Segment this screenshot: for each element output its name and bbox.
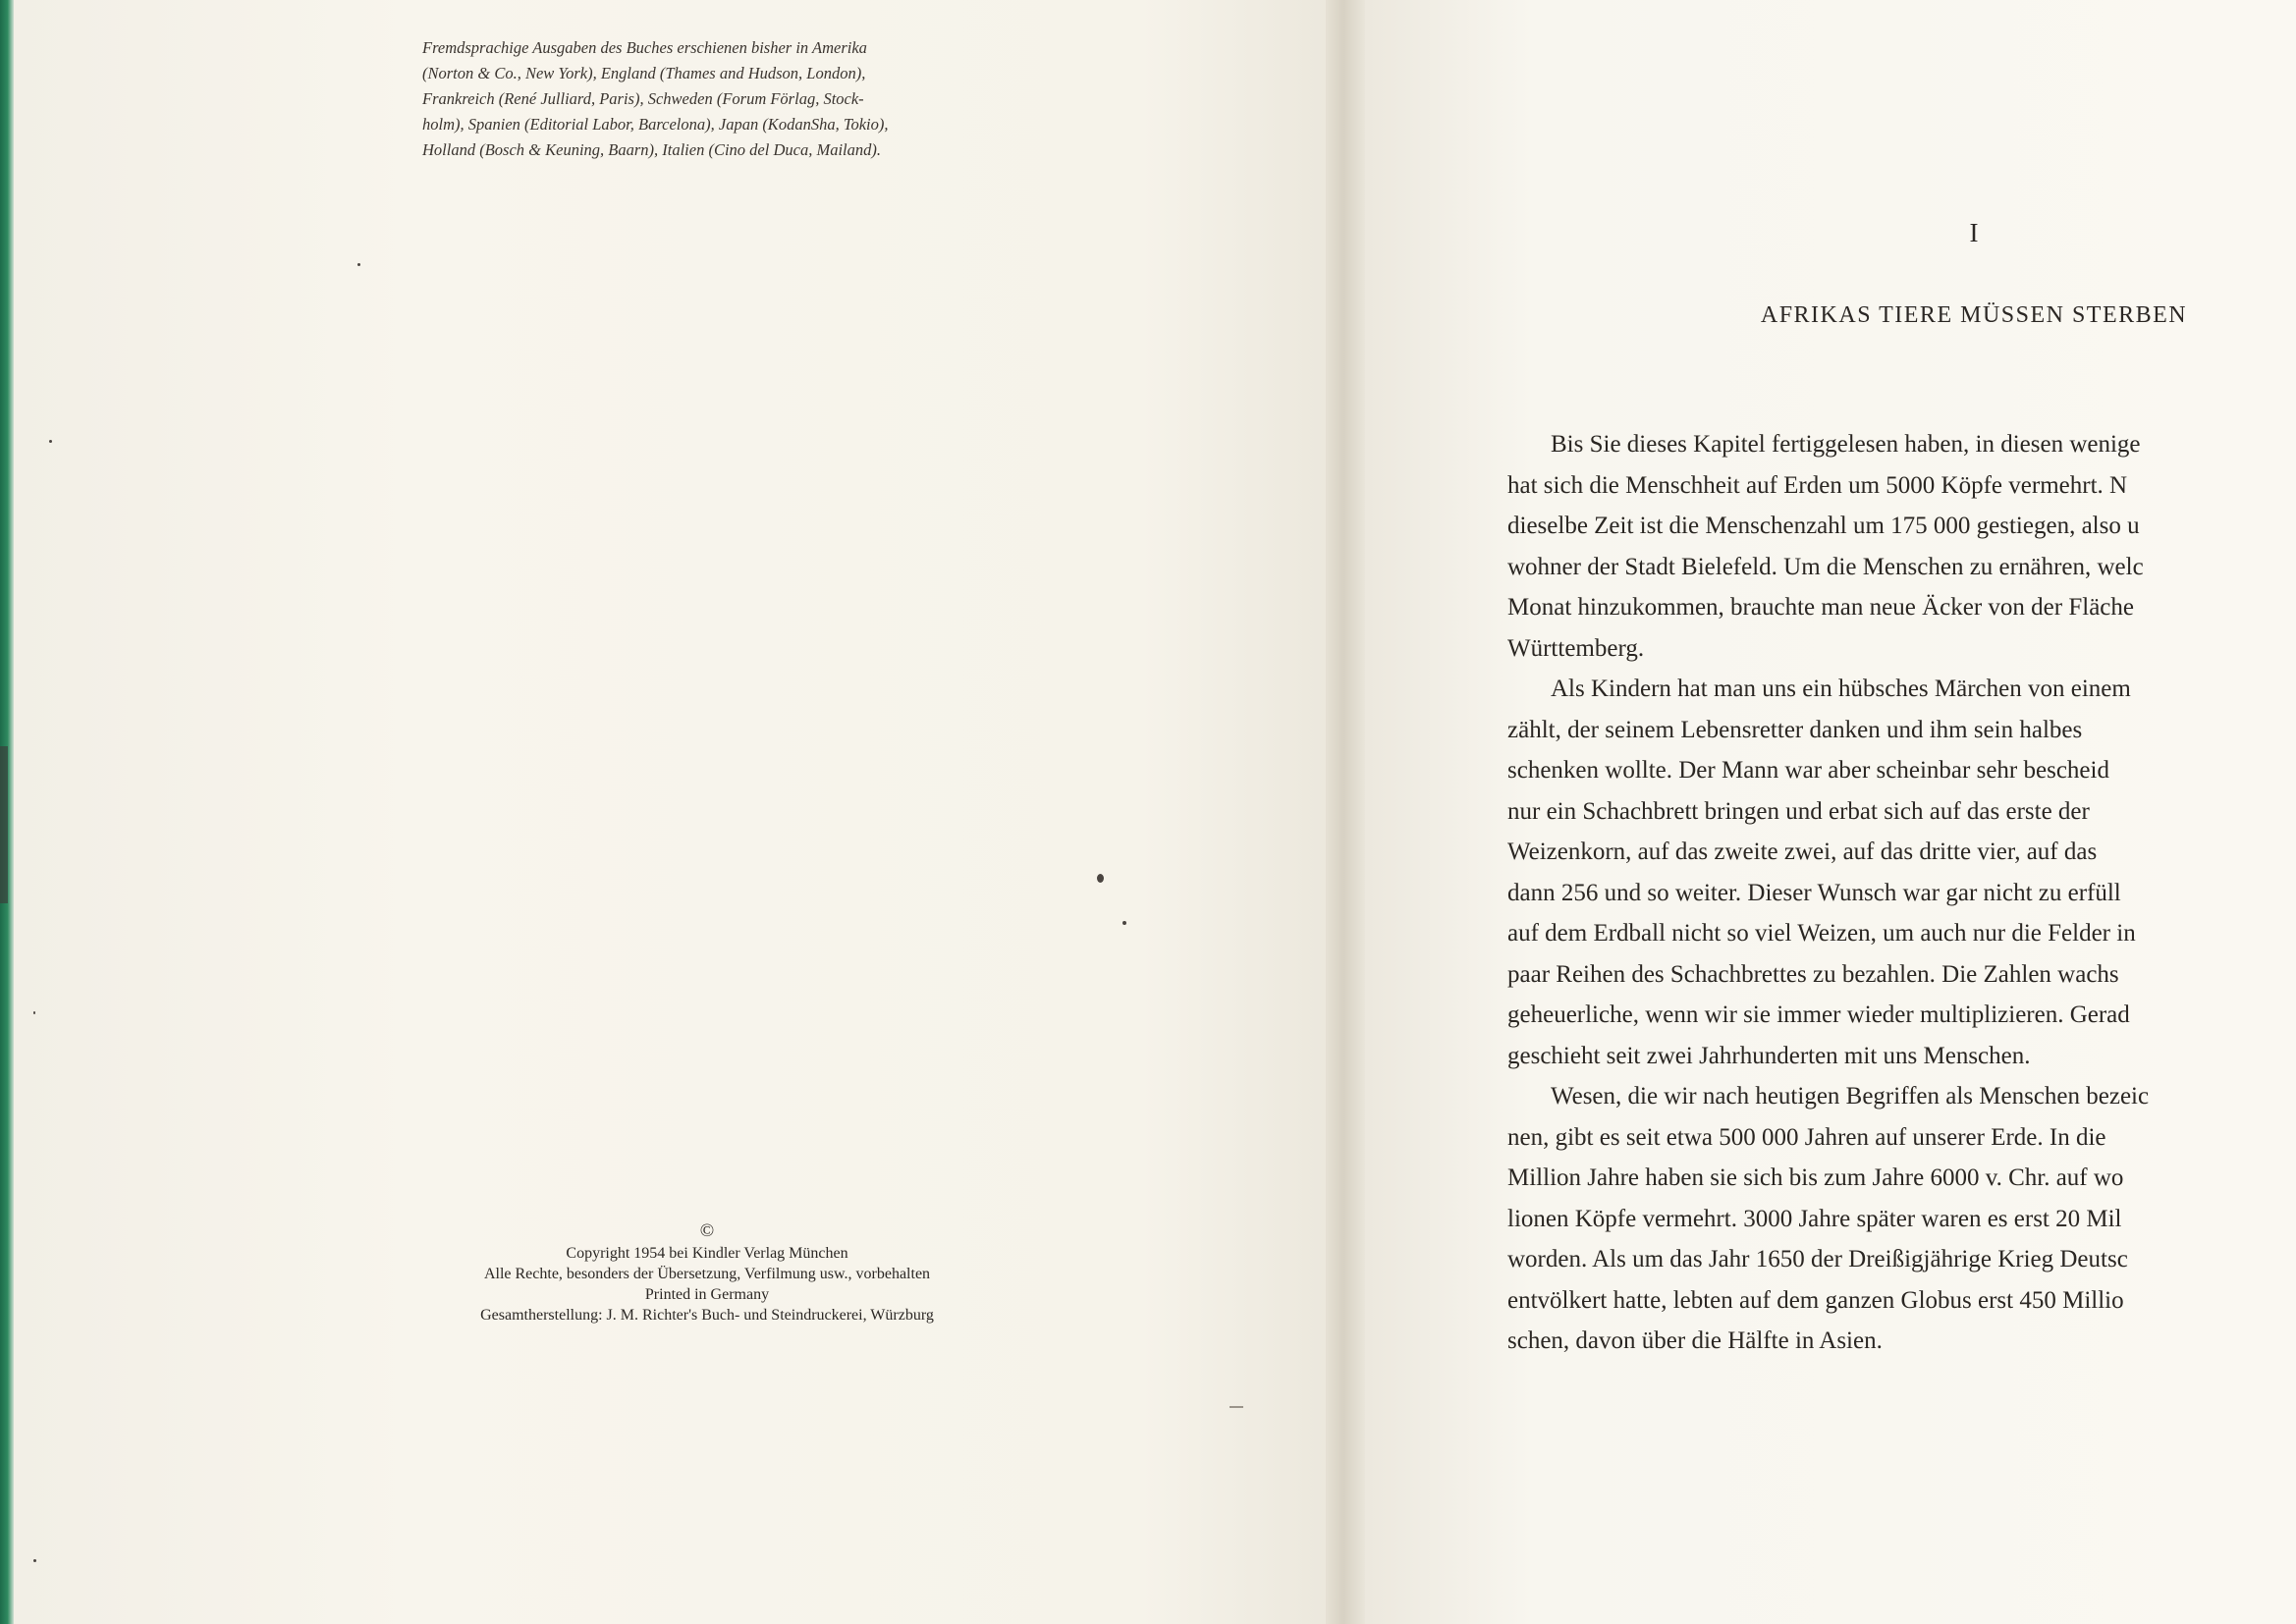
body-line: geheuerliche, wenn wir sie immer wieder multiplizieren. Gerad xyxy=(1507,1001,2130,1028)
copyright-symbol: © xyxy=(699,1220,715,1241)
foreign-editions-line: Frankreich (René Julliard, Paris), Schweden (Forum Förlag, Stock- xyxy=(422,89,864,108)
copyright-line: Gesamtherstellung: J. M. Richter's Buch- und Steindruckerei, Würzburg xyxy=(480,1307,934,1324)
body-line: Wesen, die wir nach heutigen Begriffen als Menschen bezeic xyxy=(1551,1083,2150,1110)
copyright-line: Printed in Germany xyxy=(644,1286,770,1303)
copyright-block xyxy=(373,1219,1041,1326)
foreign-editions-line: (Norton & Co., New York), England (Thames and Hudson, London), xyxy=(422,64,866,82)
paper-speck xyxy=(49,440,52,443)
body-line: Württemberg. xyxy=(1507,634,1645,662)
body-line: entvölkert hatte, lebten auf dem ganzen Globus erst 450 Millio xyxy=(1507,1286,2124,1314)
body-line: Monat hinzukommen, brauchte man neue Äcker von der Fläche xyxy=(1507,594,2134,621)
body-line: nur ein Schachbrett bringen und erbat sich auf das erste der xyxy=(1507,797,2090,825)
body-line: schenken wollte. Der Mann war aber scheinbar sehr bescheid xyxy=(1507,757,2109,784)
paper-speck xyxy=(33,1011,35,1014)
body-line: zählt, der seinem Lebensretter danken und ihm sein halbes xyxy=(1507,716,2083,743)
body-line: lionen Köpfe vermehrt. 3000 Jahre später waren es erst 20 Mil xyxy=(1507,1205,2122,1232)
body-line: dann 256 und so weiter. Dieser Wunsch war gar nicht zu erfüll xyxy=(1507,879,2121,906)
copyright-line: Copyright 1954 bei Kindler Verlag München xyxy=(566,1245,848,1262)
body-line: Million Jahre haben sie sich bis zum Jahre 6000 v. Chr. auf wo xyxy=(1507,1164,2124,1191)
foreign-editions-notice xyxy=(422,35,1011,163)
chapter-title: AFRIKAS TIERE MÜSSEN STERBEN xyxy=(1760,302,2188,328)
chapter-number: I xyxy=(1969,218,1979,247)
chapter-body-text xyxy=(1507,424,2296,1386)
body-line: Als Kindern hat man uns ein hübsches Märchen von einem xyxy=(1551,676,2131,702)
body-line: paar Reihen des Schachbrettes zu bezahlen. Die Zahlen wachs xyxy=(1507,960,2119,988)
body-line: wohner der Stadt Bielefeld. Um die Menschen zu ernähren, welc xyxy=(1507,553,2144,580)
paper-speck xyxy=(1097,874,1104,883)
book-gutter xyxy=(1326,0,1365,1624)
copyright-line: Alle Rechte, besonders der Übersetzung, Verfilmung usw., vorbehalten xyxy=(483,1266,931,1282)
cover-edge-shadow xyxy=(0,746,8,903)
body-line: dieselbe Zeit ist die Menschenzahl um 175 000 gestiegen, also u xyxy=(1507,513,2140,539)
body-line: auf dem Erdball nicht so viel Weizen, um auch nur die Felder in xyxy=(1507,920,2136,947)
foreign-editions-line: Holland (Bosch & Keuning, Baarn), Italien (Cino del Duca, Mailand). xyxy=(422,140,881,159)
foreign-editions-line: Fremdsprachige Ausgaben des Buches erschienen bisher in Amerika xyxy=(422,38,867,57)
body-line: geschieht seit zwei Jahrhunderten mit uns Menschen. xyxy=(1507,1042,2031,1069)
body-line: hat sich die Menschheit auf Erden um 5000 Köpfe vermehrt. N xyxy=(1507,471,2128,499)
body-line: worden. Als um das Jahr 1650 der Dreißigjährige Krieg Deutsc xyxy=(1507,1246,2128,1272)
body-line: Weizenkorn, auf das zweite zwei, auf das dritte vier, auf das xyxy=(1507,839,2098,865)
body-line: schen, davon über die Hälfte in Asien. xyxy=(1507,1327,1883,1354)
paper-speck xyxy=(357,263,360,266)
paper-mark xyxy=(1230,1406,1243,1408)
paper-speck xyxy=(1122,921,1126,925)
left-page xyxy=(14,0,1339,1624)
paper-speck xyxy=(33,1559,36,1562)
body-line: Bis Sie dieses Kapitel fertiggelesen haben, in diesen wenige xyxy=(1551,431,2141,458)
foreign-editions-line: holm), Spanien (Editorial Labor, Barcelona), Japan (KodanSha, Tokio), xyxy=(422,115,889,134)
body-line: nen, gibt es seit etwa 500 000 Jahren auf unserer Erde. In die xyxy=(1507,1123,2106,1151)
